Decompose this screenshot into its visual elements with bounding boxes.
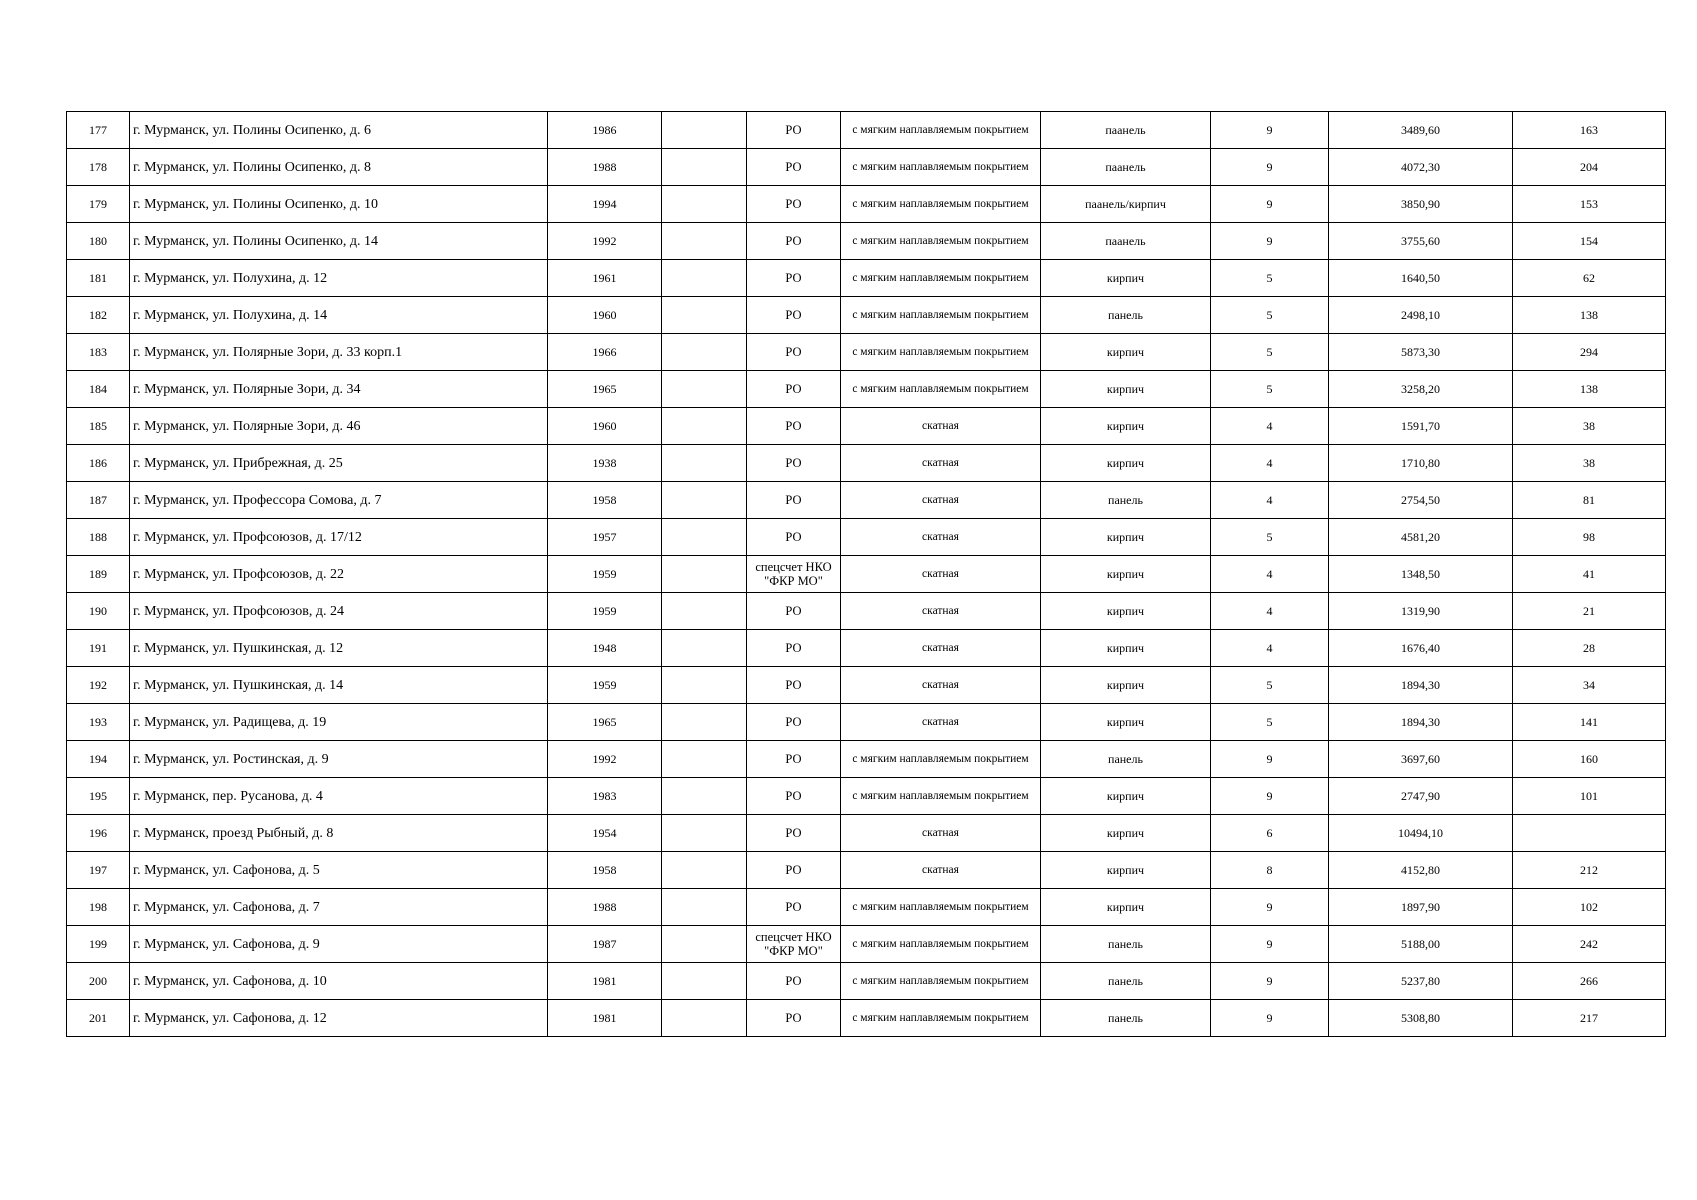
cell-area: 2754,50 [1329, 482, 1513, 519]
cell-floors: 9 [1211, 741, 1329, 778]
cell-floors: 5 [1211, 334, 1329, 371]
cell-residents: 62 [1513, 260, 1666, 297]
cell-empty-column [662, 741, 747, 778]
cell-floors: 9 [1211, 1000, 1329, 1037]
cell-area: 5237,80 [1329, 963, 1513, 1000]
cell-residents: 138 [1513, 297, 1666, 334]
cell-row-number: 188 [67, 519, 130, 556]
cell-wall-material: кирпич [1041, 852, 1211, 889]
cell-build-year: 1959 [548, 667, 662, 704]
table-body [67, 112, 1666, 1037]
table-row [67, 1000, 1666, 1037]
cell-empty-column [662, 445, 747, 482]
cell-fund-method: РО [747, 334, 841, 371]
cell-residents: 41 [1513, 556, 1666, 593]
cell-empty-column [662, 852, 747, 889]
cell-wall-material: кирпич [1041, 593, 1211, 630]
cell-area: 3489,60 [1329, 112, 1513, 149]
table-row [67, 704, 1666, 741]
cell-area: 1676,40 [1329, 630, 1513, 667]
table-row [67, 852, 1666, 889]
table-row [67, 963, 1666, 1000]
table-row [67, 186, 1666, 223]
cell-build-year: 1988 [548, 889, 662, 926]
cell-address: г. Мурманск, ул. Радищева, д. 19 [130, 704, 548, 741]
cell-residents: 21 [1513, 593, 1666, 630]
cell-row-number: 190 [67, 593, 130, 630]
cell-floors: 4 [1211, 556, 1329, 593]
cell-empty-column [662, 889, 747, 926]
cell-build-year: 1983 [548, 778, 662, 815]
cell-empty-column [662, 297, 747, 334]
cell-wall-material: кирпич [1041, 704, 1211, 741]
cell-floors: 5 [1211, 260, 1329, 297]
cell-fund-method: РО [747, 482, 841, 519]
cell-address: г. Мурманск, ул. Полярные Зори, д. 34 [130, 371, 548, 408]
cell-roof-type: скатная [841, 815, 1041, 852]
cell-row-number: 200 [67, 963, 130, 1000]
cell-build-year: 1958 [548, 482, 662, 519]
cell-residents: 34 [1513, 667, 1666, 704]
table-row [67, 778, 1666, 815]
cell-row-number: 197 [67, 852, 130, 889]
cell-residents: 160 [1513, 741, 1666, 778]
cell-address: г. Мурманск, ул. Сафонова, д. 5 [130, 852, 548, 889]
cell-area: 1591,70 [1329, 408, 1513, 445]
cell-fund-method: РО [747, 778, 841, 815]
cell-row-number: 180 [67, 223, 130, 260]
cell-roof-type: скатная [841, 445, 1041, 482]
cell-fund-method: РО [747, 815, 841, 852]
cell-residents: 163 [1513, 112, 1666, 149]
cell-residents: 98 [1513, 519, 1666, 556]
table-row [67, 482, 1666, 519]
cell-floors: 9 [1211, 223, 1329, 260]
cell-roof-type: с мягким наплавляемым покрытием [841, 889, 1041, 926]
cell-floors: 9 [1211, 149, 1329, 186]
cell-floors: 8 [1211, 852, 1329, 889]
cell-row-number: 178 [67, 149, 130, 186]
cell-wall-material: кирпич [1041, 408, 1211, 445]
cell-roof-type: скатная [841, 593, 1041, 630]
cell-floors: 5 [1211, 667, 1329, 704]
cell-build-year: 1981 [548, 963, 662, 1000]
cell-roof-type: с мягким наплавляемым покрытием [841, 149, 1041, 186]
cell-area: 2747,90 [1329, 778, 1513, 815]
table-row [67, 741, 1666, 778]
cell-roof-type: с мягким наплавляемым покрытием [841, 223, 1041, 260]
cell-fund-method: РО [747, 1000, 841, 1037]
cell-row-number: 183 [67, 334, 130, 371]
cell-address: г. Мурманск, ул. Профсоюзов, д. 22 [130, 556, 548, 593]
cell-address: г. Мурманск, ул. Ростинская, д. 9 [130, 741, 548, 778]
cell-residents [1513, 815, 1666, 852]
cell-roof-type: с мягким наплавляемым покрытием [841, 1000, 1041, 1037]
cell-wall-material: кирпич [1041, 815, 1211, 852]
cell-floors: 9 [1211, 889, 1329, 926]
cell-area: 1897,90 [1329, 889, 1513, 926]
cell-build-year: 1965 [548, 704, 662, 741]
cell-wall-material: кирпич [1041, 889, 1211, 926]
table-row [67, 260, 1666, 297]
cell-fund-method: РО [747, 297, 841, 334]
cell-area: 1894,30 [1329, 667, 1513, 704]
cell-address: г. Мурманск, ул. Сафонова, д. 12 [130, 1000, 548, 1037]
cell-roof-type: скатная [841, 408, 1041, 445]
cell-fund-method: РО [747, 704, 841, 741]
cell-residents: 153 [1513, 186, 1666, 223]
cell-area: 1894,30 [1329, 704, 1513, 741]
cell-wall-material: панель [1041, 963, 1211, 1000]
cell-floors: 5 [1211, 371, 1329, 408]
cell-empty-column [662, 334, 747, 371]
cell-build-year: 1988 [548, 149, 662, 186]
cell-address: г. Мурманск, ул. Полины Осипенко, д. 14 [130, 223, 548, 260]
cell-build-year: 1981 [548, 1000, 662, 1037]
cell-address: г. Мурманск, ул. Профессора Сомова, д. 7 [130, 482, 548, 519]
cell-row-number: 198 [67, 889, 130, 926]
cell-row-number: 184 [67, 371, 130, 408]
cell-empty-column [662, 482, 747, 519]
cell-build-year: 1992 [548, 223, 662, 260]
cell-address: г. Мурманск, ул. Полярные Зори, д. 33 корп.1 [130, 334, 548, 371]
cell-floors: 4 [1211, 445, 1329, 482]
cell-address: г. Мурманск, ул. Сафонова, д. 10 [130, 963, 548, 1000]
cell-floors: 4 [1211, 593, 1329, 630]
cell-row-number: 201 [67, 1000, 130, 1037]
cell-wall-material: кирпич [1041, 667, 1211, 704]
cell-row-number: 191 [67, 630, 130, 667]
cell-residents: 38 [1513, 445, 1666, 482]
cell-empty-column [662, 186, 747, 223]
cell-fund-method: РО [747, 112, 841, 149]
cell-wall-material: кирпич [1041, 556, 1211, 593]
cell-empty-column [662, 778, 747, 815]
cell-area: 1348,50 [1329, 556, 1513, 593]
cell-row-number: 196 [67, 815, 130, 852]
cell-residents: 154 [1513, 223, 1666, 260]
cell-area: 4581,20 [1329, 519, 1513, 556]
cell-address: г. Мурманск, ул. Прибрежная, д. 25 [130, 445, 548, 482]
cell-residents: 204 [1513, 149, 1666, 186]
cell-residents: 101 [1513, 778, 1666, 815]
cell-address: г. Мурманск, ул. Полярные Зори, д. 46 [130, 408, 548, 445]
table-row [67, 667, 1666, 704]
cell-wall-material: кирпич [1041, 371, 1211, 408]
cell-roof-type: скатная [841, 556, 1041, 593]
cell-wall-material: паанель [1041, 149, 1211, 186]
cell-fund-method: РО [747, 593, 841, 630]
cell-wall-material: панель [1041, 297, 1211, 334]
table-row [67, 112, 1666, 149]
cell-empty-column [662, 112, 747, 149]
cell-area: 1640,50 [1329, 260, 1513, 297]
cell-roof-type: с мягким наплавляемым покрытием [841, 926, 1041, 963]
cell-area: 3850,90 [1329, 186, 1513, 223]
cell-floors: 5 [1211, 519, 1329, 556]
cell-residents: 266 [1513, 963, 1666, 1000]
cell-residents: 138 [1513, 371, 1666, 408]
cell-roof-type: скатная [841, 852, 1041, 889]
cell-roof-type: с мягким наплавляемым покрытием [841, 297, 1041, 334]
cell-empty-column [662, 223, 747, 260]
cell-wall-material: панель [1041, 741, 1211, 778]
cell-roof-type: с мягким наплавляемым покрытием [841, 334, 1041, 371]
cell-build-year: 1938 [548, 445, 662, 482]
cell-address: г. Мурманск, ул. Сафонова, д. 7 [130, 889, 548, 926]
cell-row-number: 195 [67, 778, 130, 815]
cell-floors: 4 [1211, 408, 1329, 445]
cell-row-number: 187 [67, 482, 130, 519]
cell-floors: 9 [1211, 778, 1329, 815]
cell-roof-type: скатная [841, 630, 1041, 667]
cell-build-year: 1959 [548, 593, 662, 630]
cell-empty-column [662, 1000, 747, 1037]
table-row [67, 593, 1666, 630]
cell-build-year: 1960 [548, 408, 662, 445]
cell-address: г. Мурманск, ул. Сафонова, д. 9 [130, 926, 548, 963]
cell-residents: 294 [1513, 334, 1666, 371]
cell-empty-column [662, 556, 747, 593]
cell-area: 5188,00 [1329, 926, 1513, 963]
cell-residents: 242 [1513, 926, 1666, 963]
cell-address: г. Мурманск, проезд Рыбный, д. 8 [130, 815, 548, 852]
cell-residents: 102 [1513, 889, 1666, 926]
cell-area: 2498,10 [1329, 297, 1513, 334]
cell-address: г. Мурманск, ул. Полины Осипенко, д. 8 [130, 149, 548, 186]
cell-wall-material: панель [1041, 482, 1211, 519]
cell-wall-material: панель [1041, 926, 1211, 963]
cell-floors: 9 [1211, 963, 1329, 1000]
cell-address: г. Мурманск, ул. Полухина, д. 12 [130, 260, 548, 297]
cell-empty-column [662, 519, 747, 556]
cell-empty-column [662, 630, 747, 667]
cell-floors: 9 [1211, 112, 1329, 149]
cell-wall-material: кирпич [1041, 630, 1211, 667]
cell-fund-method: РО [747, 519, 841, 556]
cell-row-number: 186 [67, 445, 130, 482]
table-row [67, 408, 1666, 445]
cell-wall-material: паанель/кирпич [1041, 186, 1211, 223]
cell-fund-method: РО [747, 260, 841, 297]
cell-area: 5308,80 [1329, 1000, 1513, 1037]
cell-address: г. Мурманск, ул. Пушкинская, д. 12 [130, 630, 548, 667]
table-row [67, 371, 1666, 408]
cell-fund-method: РО [747, 223, 841, 260]
cell-build-year: 1994 [548, 186, 662, 223]
cell-build-year: 1954 [548, 815, 662, 852]
cell-build-year: 1966 [548, 334, 662, 371]
cell-build-year: 1957 [548, 519, 662, 556]
cell-row-number: 192 [67, 667, 130, 704]
cell-fund-method: РО [747, 371, 841, 408]
table-row [67, 445, 1666, 482]
table-row [67, 630, 1666, 667]
table-row [67, 889, 1666, 926]
cell-build-year: 1986 [548, 112, 662, 149]
cell-empty-column [662, 667, 747, 704]
cell-roof-type: с мягким наплавляемым покрытием [841, 778, 1041, 815]
table-row [67, 815, 1666, 852]
cell-row-number: 181 [67, 260, 130, 297]
cell-wall-material: паанель [1041, 112, 1211, 149]
cell-fund-method: РО [747, 408, 841, 445]
cell-area: 3258,20 [1329, 371, 1513, 408]
cell-fund-method: РО [747, 445, 841, 482]
cell-address: г. Мурманск, пер. Русанова, д. 4 [130, 778, 548, 815]
cell-empty-column [662, 815, 747, 852]
cell-roof-type: скатная [841, 667, 1041, 704]
cell-area: 5873,30 [1329, 334, 1513, 371]
cell-row-number: 189 [67, 556, 130, 593]
cell-floors: 4 [1211, 482, 1329, 519]
cell-wall-material: кирпич [1041, 778, 1211, 815]
cell-residents: 217 [1513, 1000, 1666, 1037]
cell-fund-method: РО [747, 149, 841, 186]
cell-empty-column [662, 704, 747, 741]
table-row [67, 926, 1666, 963]
cell-roof-type: скатная [841, 482, 1041, 519]
cell-wall-material: кирпич [1041, 334, 1211, 371]
cell-roof-type: с мягким наплавляемым покрытием [841, 260, 1041, 297]
cell-row-number: 179 [67, 186, 130, 223]
cell-row-number: 199 [67, 926, 130, 963]
cell-wall-material: кирпич [1041, 519, 1211, 556]
cell-fund-method: РО [747, 741, 841, 778]
cell-build-year: 1948 [548, 630, 662, 667]
cell-roof-type: с мягким наплавляемым покрытием [841, 371, 1041, 408]
cell-empty-column [662, 963, 747, 1000]
cell-area: 4072,30 [1329, 149, 1513, 186]
cell-floors: 6 [1211, 815, 1329, 852]
cell-residents: 141 [1513, 704, 1666, 741]
cell-roof-type: с мягким наплавляемым покрытием [841, 186, 1041, 223]
cell-empty-column [662, 408, 747, 445]
cell-residents: 81 [1513, 482, 1666, 519]
cell-empty-column [662, 149, 747, 186]
cell-fund-method: РО [747, 963, 841, 1000]
cell-row-number: 185 [67, 408, 130, 445]
cell-wall-material: кирпич [1041, 445, 1211, 482]
cell-address: г. Мурманск, ул. Профсоюзов, д. 24 [130, 593, 548, 630]
cell-area: 1319,90 [1329, 593, 1513, 630]
cell-fund-method: РО [747, 889, 841, 926]
cell-address: г. Мурманск, ул. Полухина, д. 14 [130, 297, 548, 334]
cell-fund-method: РО [747, 186, 841, 223]
cell-row-number: 194 [67, 741, 130, 778]
cell-fund-method: РО [747, 852, 841, 889]
cell-build-year: 1987 [548, 926, 662, 963]
cell-wall-material: панель [1041, 1000, 1211, 1037]
cell-build-year: 1958 [548, 852, 662, 889]
cell-fund-method: спецсчет НКО "ФКР МО" [747, 556, 841, 593]
cell-empty-column [662, 260, 747, 297]
cell-build-year: 1959 [548, 556, 662, 593]
cell-roof-type: скатная [841, 704, 1041, 741]
table-row [67, 334, 1666, 371]
cell-address: г. Мурманск, ул. Пушкинская, д. 14 [130, 667, 548, 704]
cell-build-year: 1961 [548, 260, 662, 297]
cell-fund-method: РО [747, 667, 841, 704]
cell-empty-column [662, 371, 747, 408]
cell-residents: 38 [1513, 408, 1666, 445]
cell-row-number: 193 [67, 704, 130, 741]
cell-empty-column [662, 593, 747, 630]
cell-empty-column [662, 926, 747, 963]
cell-area: 3755,60 [1329, 223, 1513, 260]
cell-residents: 212 [1513, 852, 1666, 889]
cell-floors: 5 [1211, 297, 1329, 334]
cell-row-number: 177 [67, 112, 130, 149]
cell-build-year: 1992 [548, 741, 662, 778]
cell-build-year: 1965 [548, 371, 662, 408]
cell-roof-type: с мягким наплавляемым покрытием [841, 112, 1041, 149]
cell-address: г. Мурманск, ул. Профсоюзов, д. 17/12 [130, 519, 548, 556]
table-row [67, 297, 1666, 334]
cell-residents: 28 [1513, 630, 1666, 667]
table-row [67, 519, 1666, 556]
table-row [67, 149, 1666, 186]
cell-area: 1710,80 [1329, 445, 1513, 482]
cell-address: г. Мурманск, ул. Полины Осипенко, д. 6 [130, 112, 548, 149]
cell-roof-type: скатная [841, 519, 1041, 556]
cell-floors: 9 [1211, 926, 1329, 963]
housing-registry-table [66, 111, 1666, 1037]
cell-wall-material: паанель [1041, 223, 1211, 260]
cell-area: 10494,10 [1329, 815, 1513, 852]
cell-build-year: 1960 [548, 297, 662, 334]
cell-wall-material: кирпич [1041, 260, 1211, 297]
cell-fund-method: спецсчет НКО "ФКР МО" [747, 926, 841, 963]
cell-row-number: 182 [67, 297, 130, 334]
cell-floors: 4 [1211, 630, 1329, 667]
cell-roof-type: с мягким наплавляемым покрытием [841, 963, 1041, 1000]
table-row [67, 556, 1666, 593]
table-row [67, 223, 1666, 260]
cell-address: г. Мурманск, ул. Полины Осипенко, д. 10 [130, 186, 548, 223]
cell-floors: 9 [1211, 186, 1329, 223]
cell-floors: 5 [1211, 704, 1329, 741]
cell-roof-type: с мягким наплавляемым покрытием [841, 741, 1041, 778]
cell-fund-method: РО [747, 630, 841, 667]
cell-area: 3697,60 [1329, 741, 1513, 778]
cell-area: 4152,80 [1329, 852, 1513, 889]
